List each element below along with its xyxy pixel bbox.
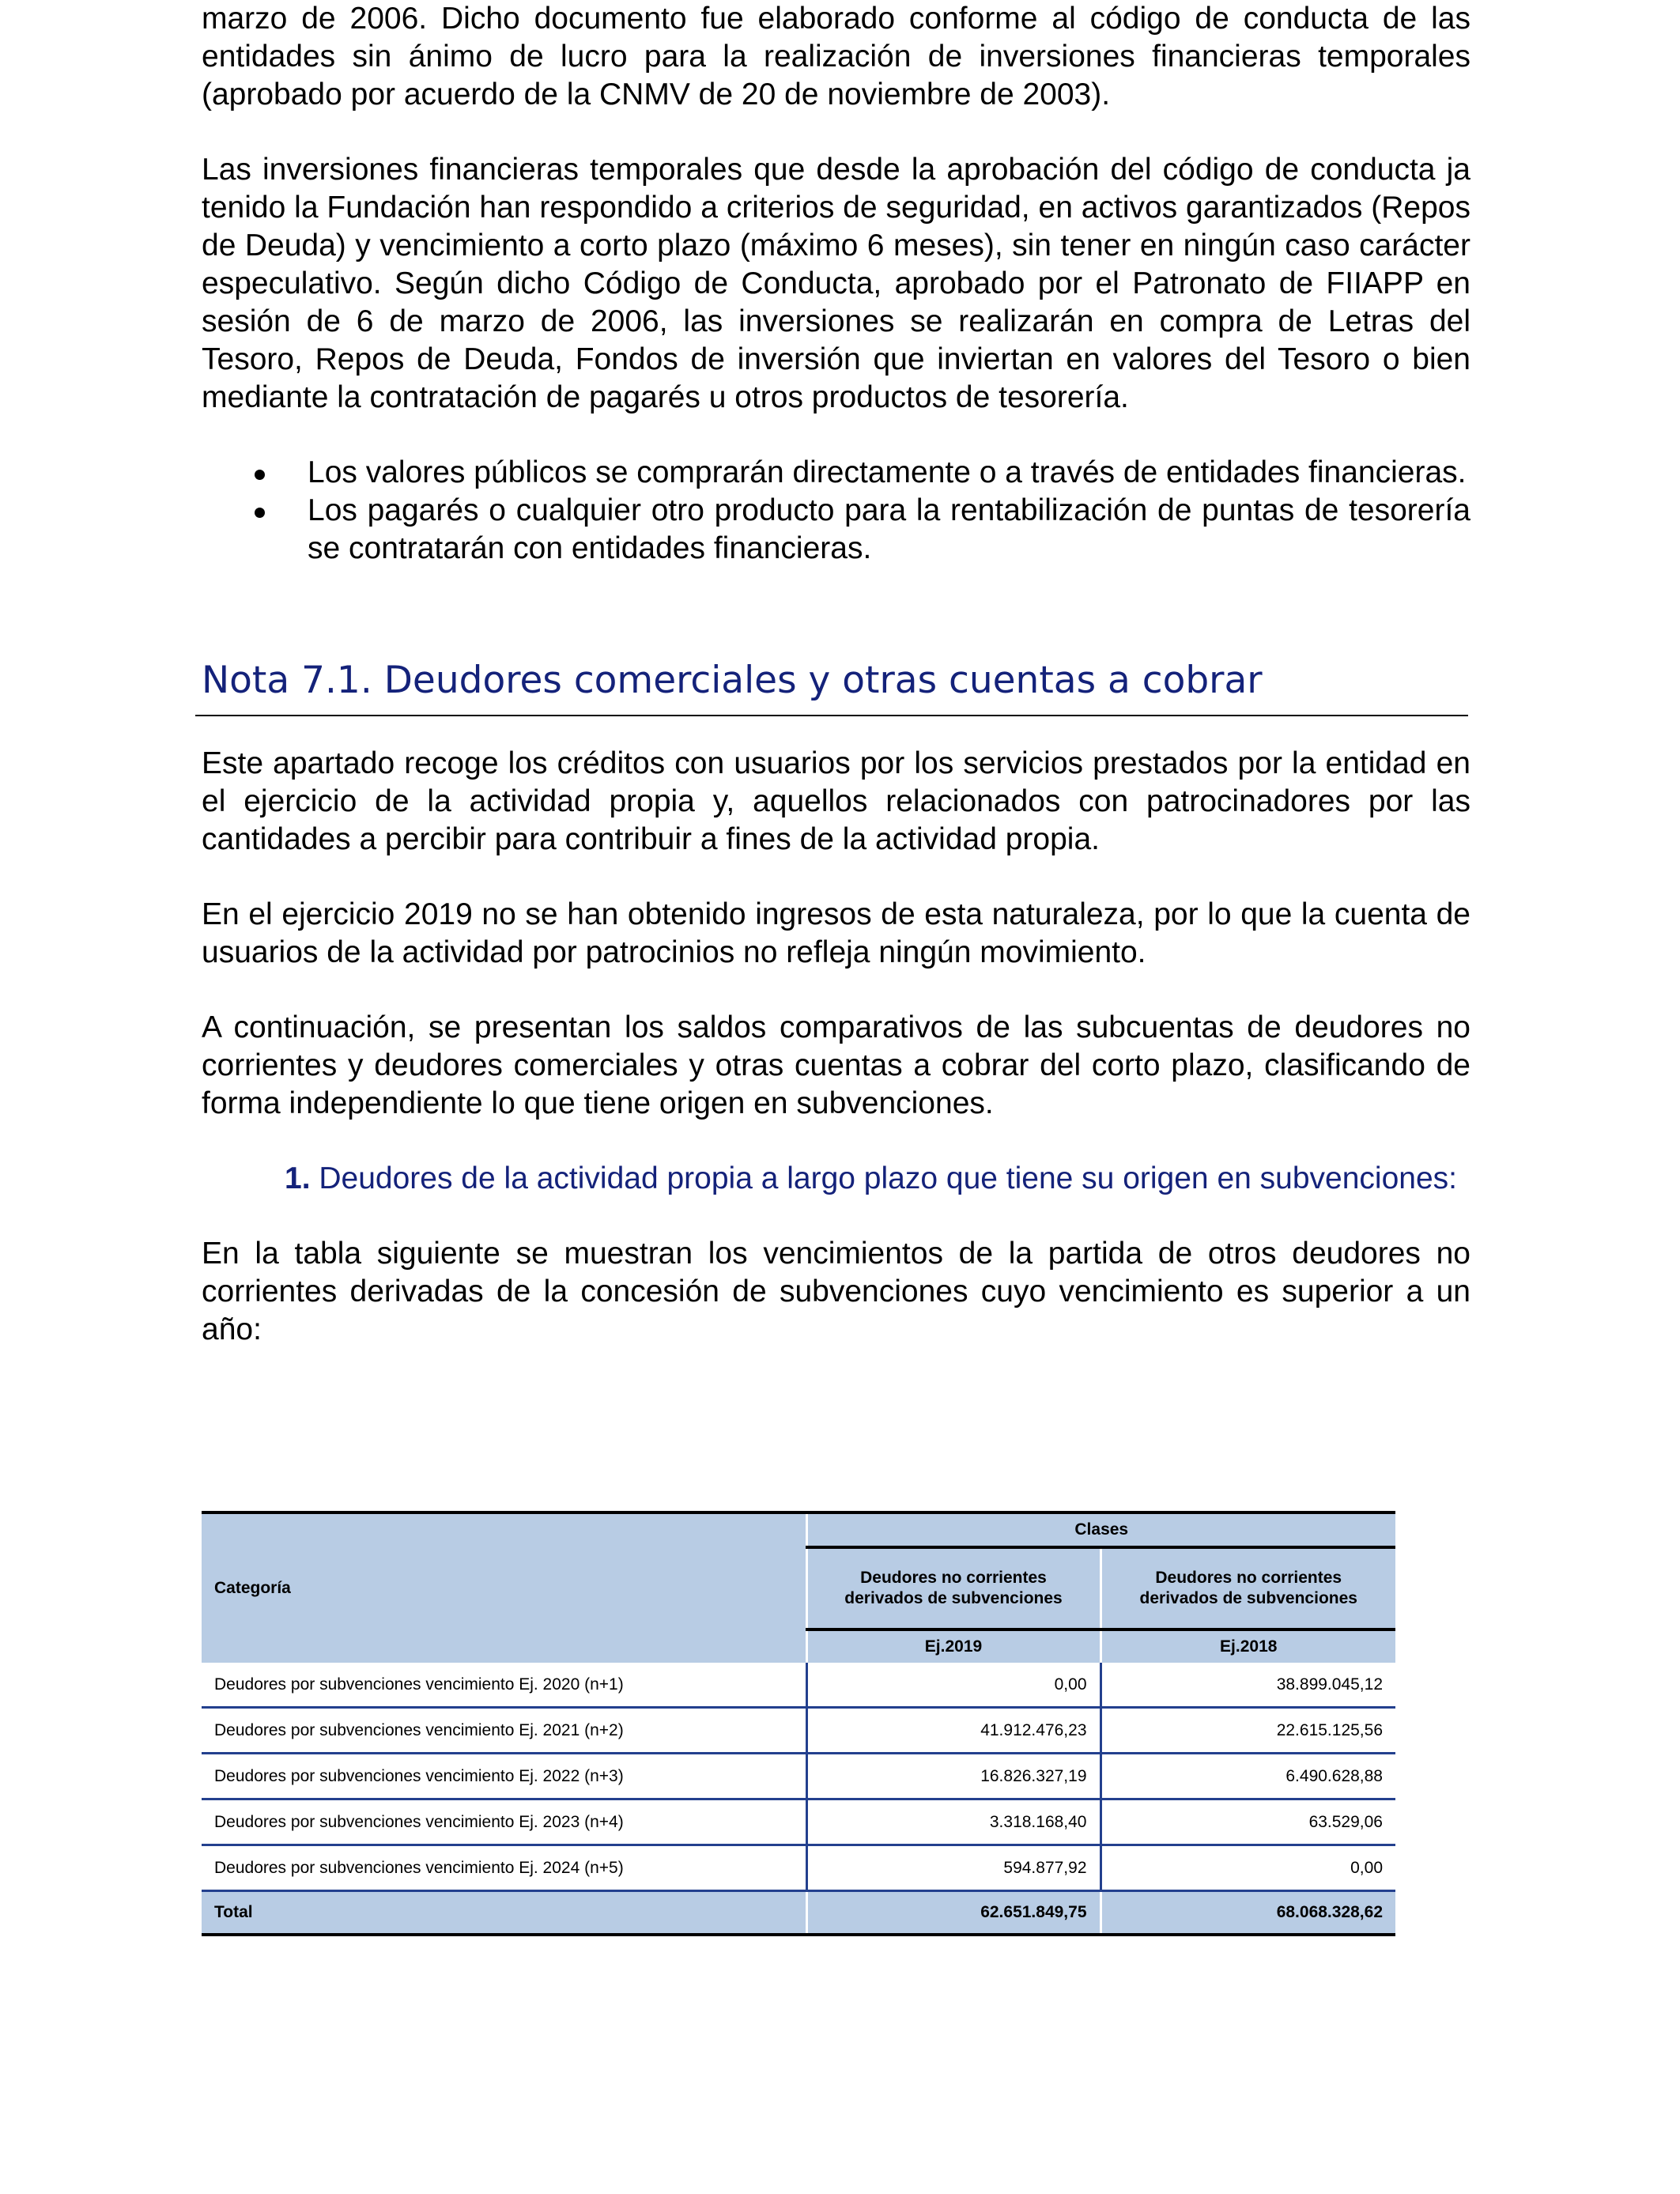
row-label: Deudores por subvenciones vencimiento Ej. 2020 (n+1) — [202, 1663, 806, 1708]
bullet-list — [202, 454, 1470, 568]
row-label: Deudores por subvenciones vencimiento Ej. 2024 (n+5) — [202, 1845, 806, 1891]
paragraph-apartado: Este apartado recoge los créditos con usuarios por los servicios prestados por la entidad en el ejercicio de la actividad propia y, aquellos relacionados con patrocinadores por las cantidades a percibir para contribuir a fines de la actividad propia. — [202, 746, 1470, 856]
table-row — [202, 1845, 1395, 1891]
total-row — [202, 1891, 1395, 1935]
table-row — [202, 1663, 1395, 1708]
section-heading: Nota 7.1. Deudores comerciales y otras cuentas a cobrar — [202, 659, 1263, 702]
paragraph-inversiones: Las inversiones financieras temporales que desde la aprobación del código de conducta ja tenido la Fundación han respondido a criterios de seguridad, en activos garantizados (Repos de Deuda) y vencimiento a corto plazo (máximo 6 meses), sin tener en ningún caso carácter especulativo. Según dicho Código de Conducta, aprobado por el Patronato de FIIAPP en sesión de 6 de marzo de 2006, las inversiones se realizarán en compra de Letras del Tesoro, Repos de Deuda, Fondos de inversión que inviertan en valores del Tesoro o bien mediante la contratación de pagarés u otros productos de tesorería. — [202, 153, 1470, 414]
value-2019: 0,00 — [806, 1663, 1100, 1708]
table-row — [202, 1754, 1395, 1799]
value-2019: 3.318.168,40 — [806, 1799, 1100, 1845]
bullet-icon — [255, 470, 265, 480]
total-2019: 62.651.849,75 — [806, 1891, 1100, 1935]
header-col-2018: Deudores no corrientes derivados de subvenciones — [1100, 1547, 1395, 1629]
header-year-2019: Ej.2019 — [806, 1629, 1100, 1663]
value-2018: 38.899.045,12 — [1100, 1663, 1395, 1708]
value-2019: 16.826.327,19 — [806, 1754, 1100, 1799]
table-row — [202, 1799, 1395, 1845]
paragraph-cnmv: marzo de 2006. Dicho documento fue elaborado conforme al código de conducta de las entidades sin ánimo de lucro para la realización de inversiones financieras temporales (aprobado por acuerdo de la CNMV de 20 de noviembre de 2003). — [202, 2, 1470, 111]
header-year-2018: Ej.2018 — [1100, 1629, 1395, 1663]
list-item — [202, 454, 1470, 492]
subheading — [285, 1160, 1470, 1198]
value-2018: 0,00 — [1100, 1845, 1395, 1891]
bullet-icon — [255, 508, 265, 518]
value-2018: 63.529,06 — [1100, 1799, 1395, 1845]
header-categoria: Categoría — [202, 1512, 806, 1663]
header-clases: Clases — [806, 1512, 1395, 1547]
document-body — [202, 0, 1470, 1349]
subheading-number: 1. — [285, 1161, 311, 1195]
value-2018: 22.615.125,56 — [1100, 1708, 1395, 1754]
subheading-text: Deudores de la actividad propia a largo plazo que tiene su origen en subvenciones: — [319, 1161, 1458, 1195]
debtors-table — [202, 1511, 1395, 1936]
list-item-text: Los pagarés o cualquier otro producto para la rentabilización de puntas de tesorería se contratarán con entidades financieras. — [308, 493, 1470, 565]
list-item — [202, 492, 1470, 568]
row-label: Deudores por subvenciones vencimiento Ej. 2023 (n+4) — [202, 1799, 806, 1845]
paragraph-continuacion: A continuación, se presentan los saldos comparativos de las subcuentas de deudores no corrientes y deudores comerciales y otras cuentas a cobrar del corto plazo, clasificando de forma independiente lo que tiene origen en subvenciones. — [202, 1010, 1470, 1120]
value-2019: 41.912.476,23 — [806, 1708, 1100, 1754]
value-2018: 6.490.628,88 — [1100, 1754, 1395, 1799]
table-row — [202, 1708, 1395, 1754]
paragraph-tabla: En la tabla siguiente se muestran los vencimientos de la partida de otros deudores no corrientes derivadas de la concesión de subvenciones cuyo vencimiento es superior a un año: — [202, 1237, 1470, 1346]
value-2019: 594.877,92 — [806, 1845, 1100, 1891]
header-col-2019: Deudores no corrientes derivados de subvenciones — [806, 1547, 1100, 1629]
total-2018: 68.068.328,62 — [1100, 1891, 1395, 1935]
row-label: Deudores por subvenciones vencimiento Ej. 2022 (n+3) — [202, 1754, 806, 1799]
row-label: Deudores por subvenciones vencimiento Ej. 2021 (n+2) — [202, 1708, 806, 1754]
list-item-text: Los valores públicos se comprarán directamente o a través de entidades financieras. — [308, 455, 1467, 489]
paragraph-ejercicio: En el ejercicio 2019 no se han obtenido ingresos de esta naturaleza, por lo que la cuenta de usuarios de la actividad por patrocinios no refleja ningún movimiento. — [202, 897, 1470, 969]
total-label: Total — [202, 1891, 806, 1935]
